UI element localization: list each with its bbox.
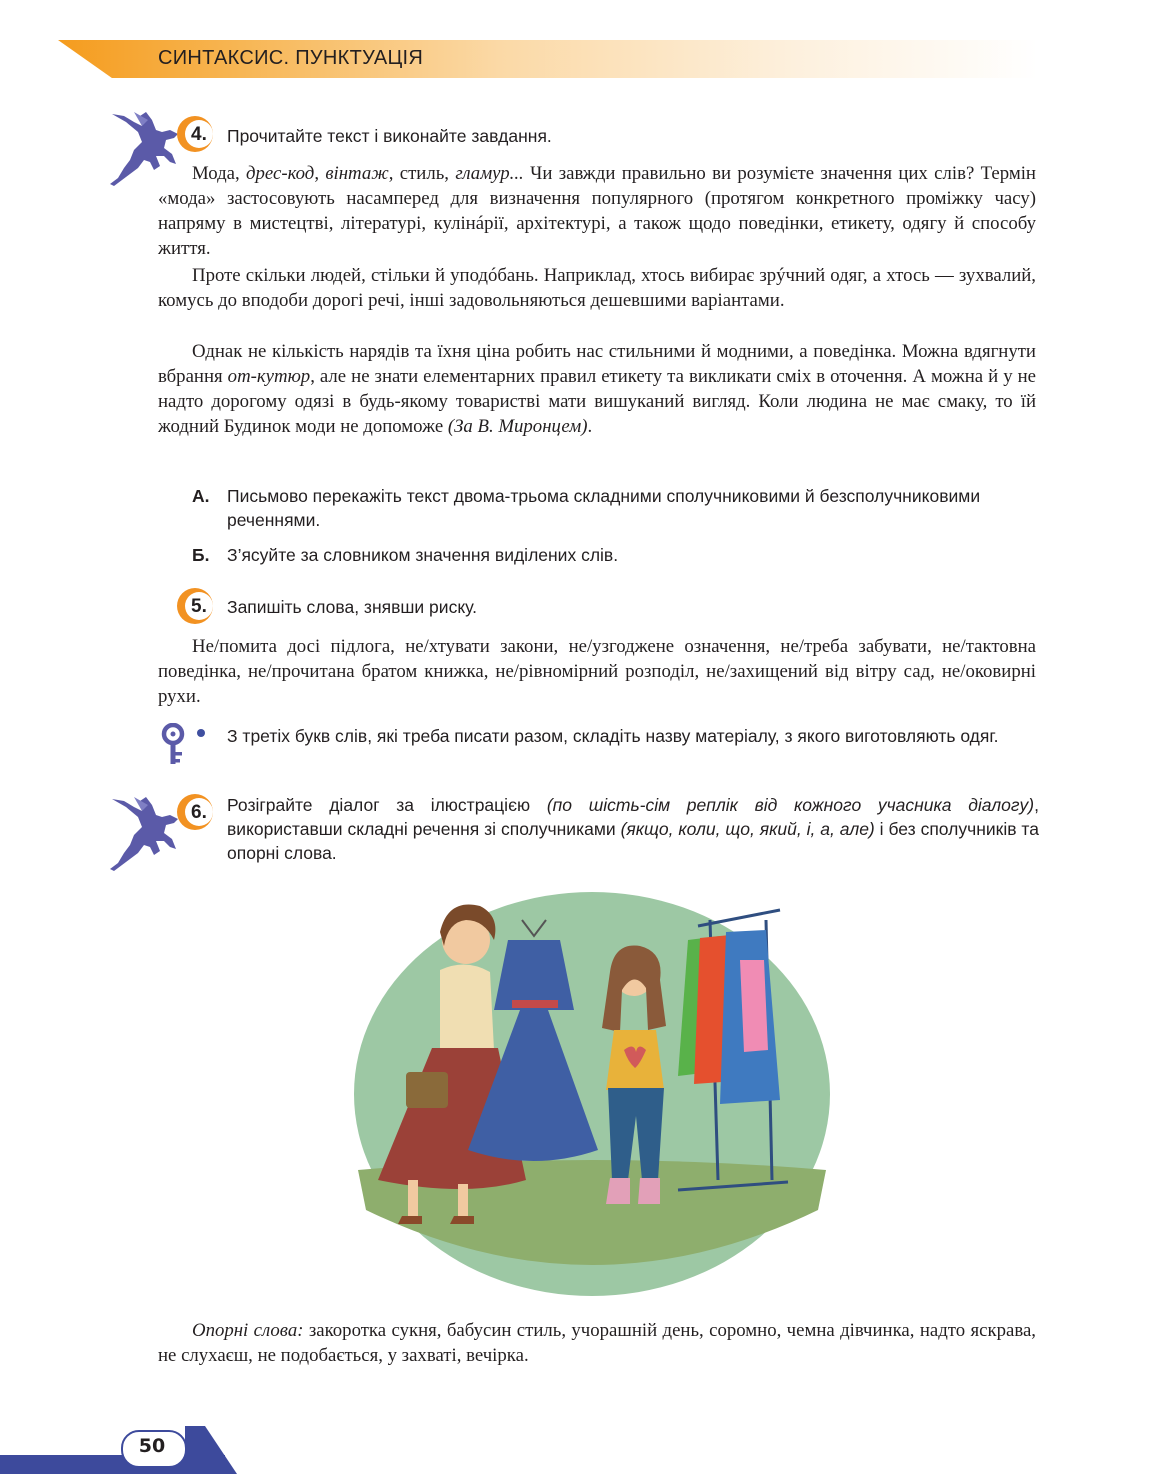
term-glamour: гламур... (455, 163, 524, 184)
task-4-number: 4. (191, 124, 207, 145)
task-4-instruction: Прочитайте текст і виконайте завдання. (227, 126, 552, 146)
subtask-text: З’ясуйте за словником значення виділених слів. (227, 545, 619, 565)
task-6-number: 6. (191, 802, 207, 823)
key-task-text: З третіх букв слів, які треба писати разом, складіть назву матеріалу, з якого виготовляють одяг. (227, 726, 999, 746)
task-4-paragraph-1: Мода, дрес-код, вінтаж, стиль, гламур... Чи завжди правильно ви розумієте значення цих слів? Термін «мода» застосовують насамперед для визначення популярного (протягом конкретного проміжку часу) напряму в мистецтві, літературі, кулінáрії, архітектурі, а також щодо поведінки, етикету, одягу й способу життя. (158, 163, 1036, 259)
page-number: 50 (138, 1435, 166, 1457)
task-4-paragraph-3: Однак не кількість нарядів та їхня ціна робить нас стильними й модними, а поведінка. Можна вдягнути вбрання от-кутюр, але не знати елементарних правил етикету та викликати сміх в оточення. А можна й у не надто дорогому одязі в будь-якому товаристві мати вишуканий вигляд. Коли людина не має смаку, то їй жодний Будинок моди не допоможе (За В. Миронцем). (158, 341, 1036, 437)
support-words: Опорні слова: закоротка сукня, бабусин стиль, учорашній день, соромно, чемна дівчинка, надто яскрава, не слухаєш, не подобається, у захваті, вечірка. (158, 1320, 1036, 1366)
term-haute-couture: от-кутюр (227, 366, 311, 387)
term-dress-code: дрес-код (246, 163, 315, 184)
text-source: (За В. Миронцем) (447, 416, 588, 437)
term-vintage: вінтаж (325, 163, 389, 184)
shopping-illustration (348, 880, 836, 1300)
subtask-letter: Б. (192, 545, 210, 565)
subtask-a (192, 484, 1038, 532)
support-words-label: Опорні слова: (192, 1320, 304, 1341)
pegasus-icon (104, 793, 184, 873)
task-4-paragraph-2: Проте скільки людей, стільки й уподóбань. Наприклад, хтось вибирає зрýчний одяг, а хтось — зухвалий, комусь до вподоби дорогі речі, інші задовольняються дешевшими варіантами. (158, 265, 1036, 311)
subtask-b (192, 543, 1038, 567)
task-5-instruction: Запишіть слова, знявши риску. (227, 597, 478, 617)
section-title: СИНТАКСИС. ПУНКТУАЦІЯ (158, 47, 424, 69)
bullet-marker (197, 729, 205, 737)
task-5-words: Не/помита досі підлога, не/хтувати закони, не/узгоджене означення, не/треба забувати, не/тактовна поведінка, не/прочитана братом книжка, не/рівномірний розподіл, не/захищений від вітру сад, не/оковирні рухи. (158, 636, 1036, 707)
key-task (227, 724, 1039, 748)
task-5-number: 5. (191, 596, 207, 617)
task-6-instruction: Розіграйте діалог за ілюстрацією (по шість-сім реплік від кожного учасника діалогу), використавши складні речення зі сполучниками (якщо, коли, що, який, і, а, але) і без сполучників та опорні слова. (227, 795, 1039, 863)
subtask-text: Письмово перекажіть текст двома-трьома складними сполучниковими й безсполучниковими реченнями. (227, 486, 981, 530)
page-arrow-icon (185, 1426, 237, 1474)
subtask-letter: А. (192, 486, 210, 506)
key-icon (158, 723, 188, 767)
